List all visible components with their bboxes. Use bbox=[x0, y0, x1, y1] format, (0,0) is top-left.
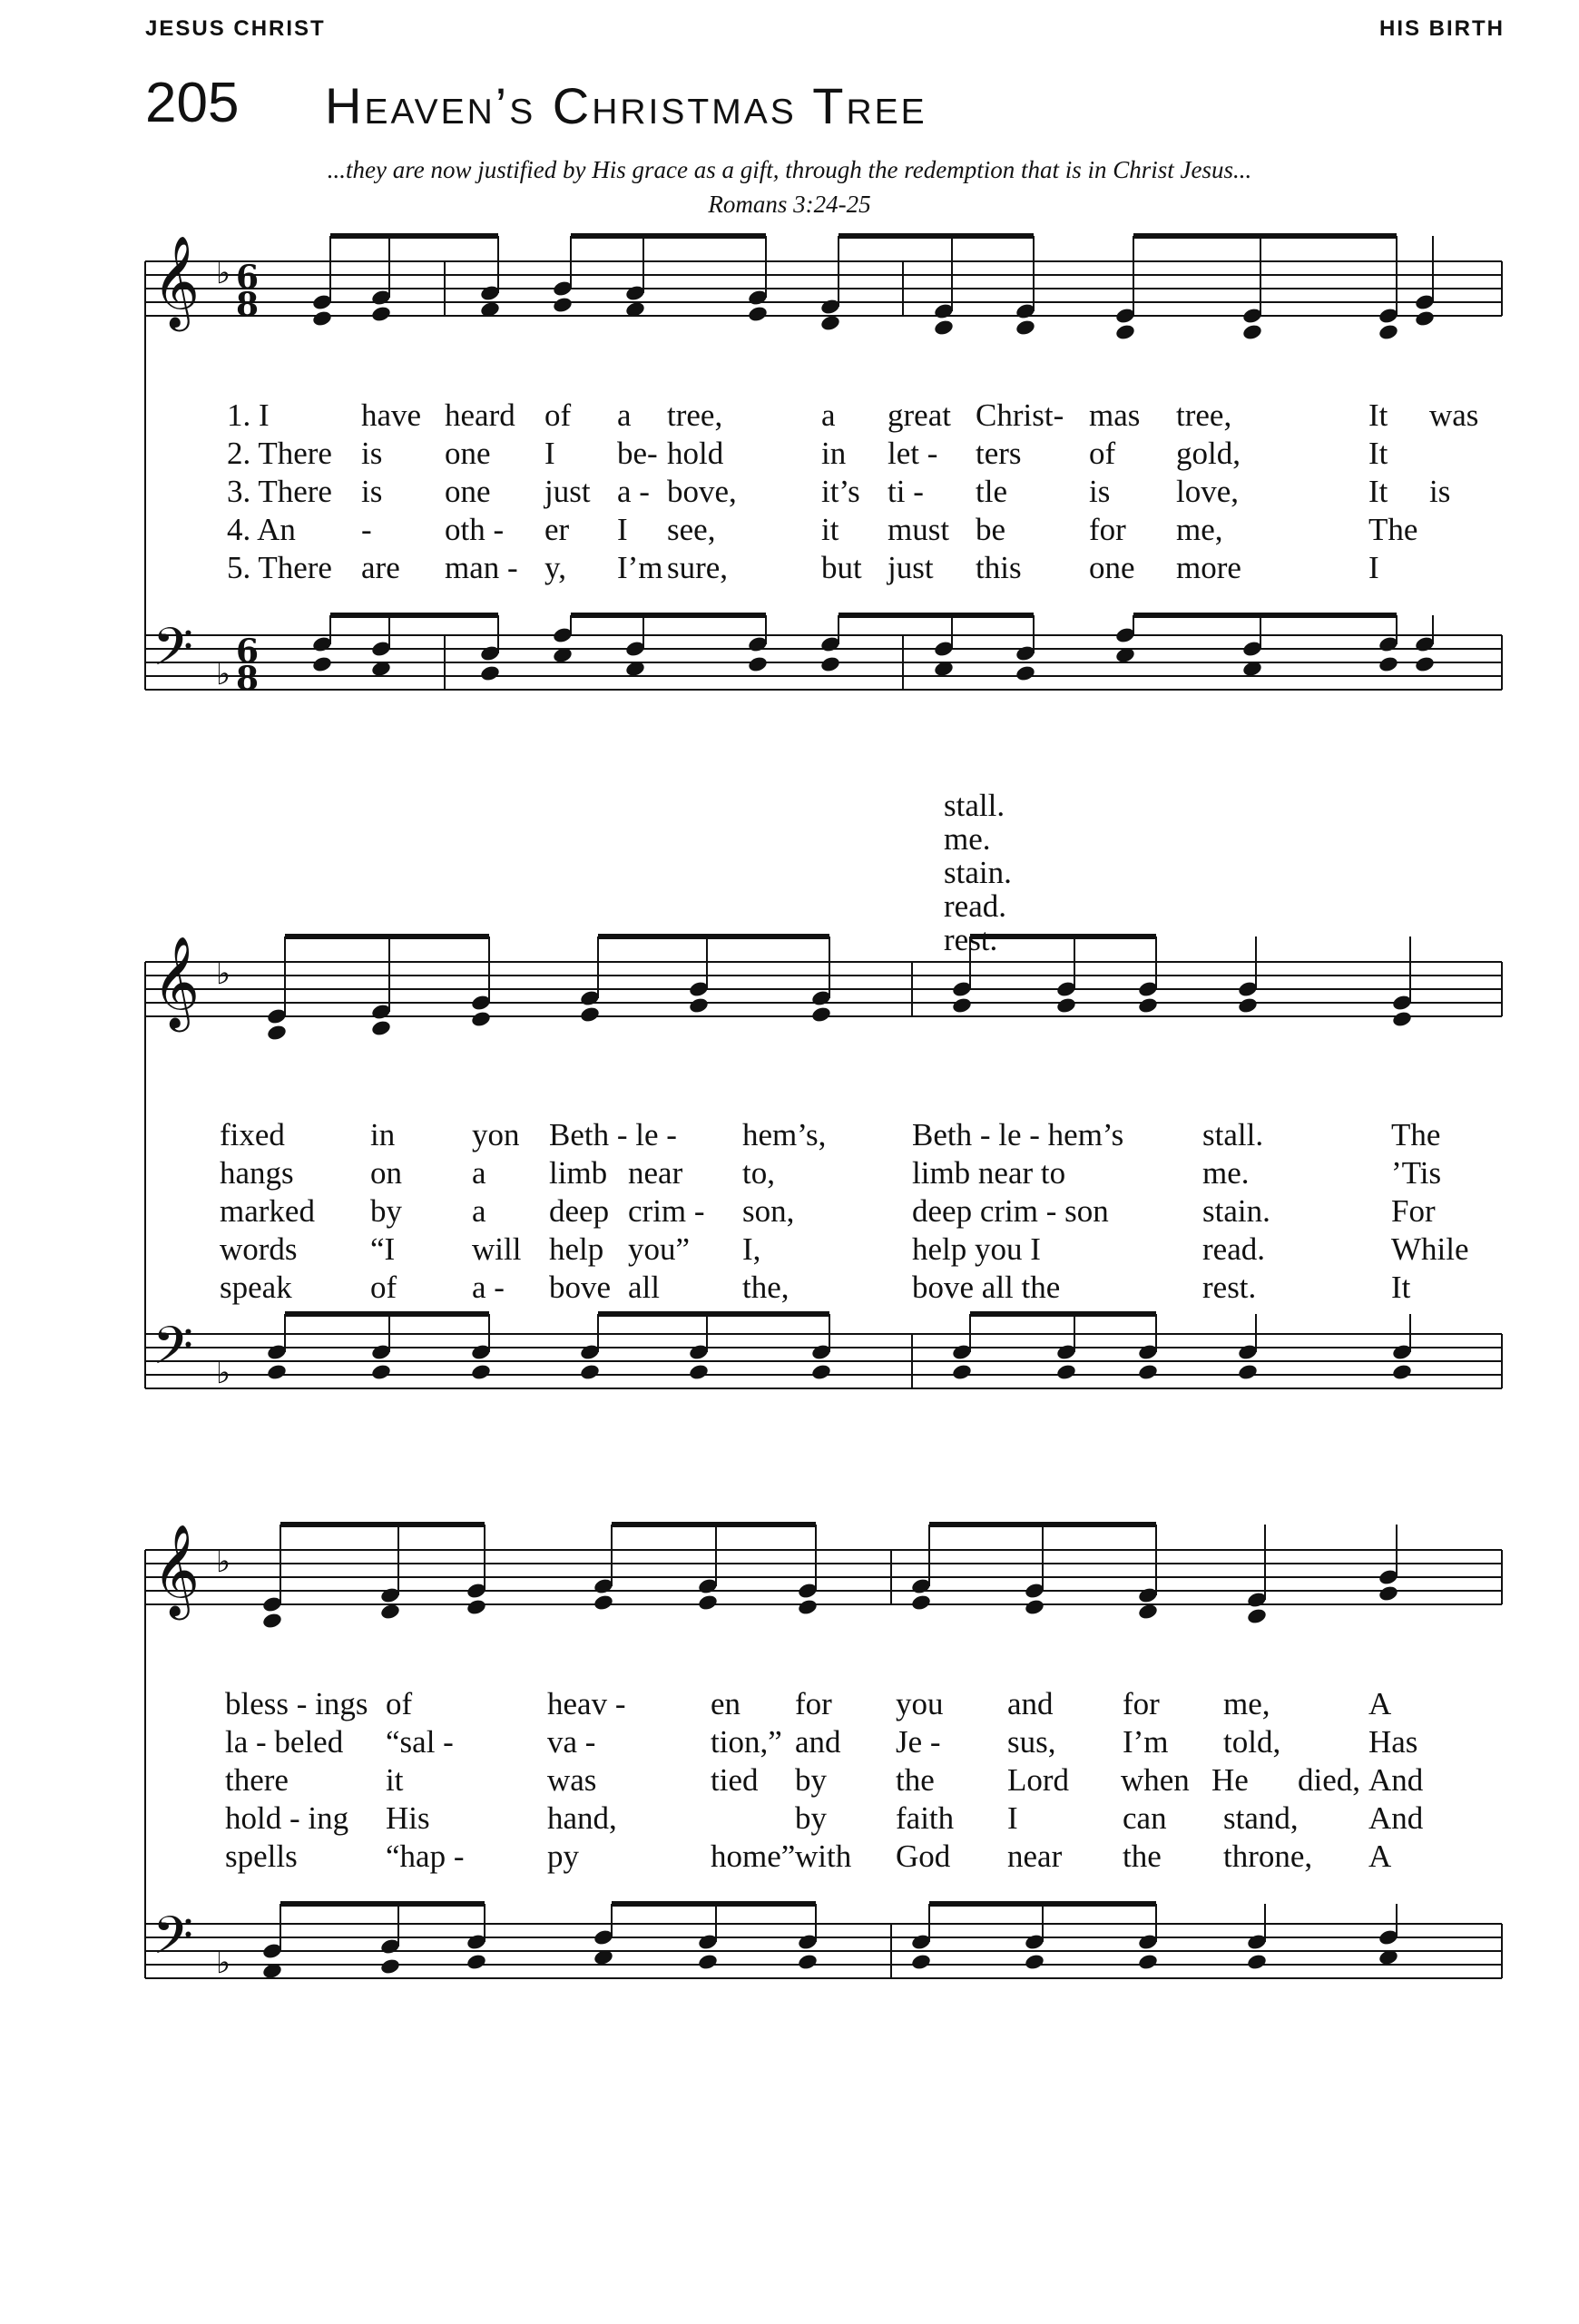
lyric-syllable: just bbox=[544, 474, 591, 509]
notehead bbox=[311, 309, 333, 328]
lyric-syllable: I bbox=[544, 436, 555, 471]
lyric-syllable: And bbox=[1368, 1800, 1424, 1836]
lyric-syllable: me, bbox=[1176, 512, 1223, 547]
notehead bbox=[951, 1363, 973, 1381]
notehead bbox=[370, 1019, 392, 1037]
lyric-syllable: words bbox=[220, 1231, 298, 1267]
notehead bbox=[1114, 323, 1136, 341]
notehead bbox=[819, 314, 841, 332]
notehead bbox=[466, 1953, 487, 1971]
lyric-syllable: of bbox=[370, 1270, 397, 1305]
lyric-syllable: be- bbox=[617, 436, 658, 471]
notehead bbox=[1137, 1953, 1159, 1971]
lyric-syllable: - bbox=[361, 512, 372, 547]
scripture-reference: Romans 3:24-25 bbox=[708, 191, 871, 218]
lyric-syllable: are bbox=[361, 550, 400, 585]
lyric-syllable: of bbox=[386, 1686, 413, 1721]
notehead bbox=[810, 1005, 832, 1024]
notehead bbox=[370, 1363, 392, 1381]
lyric-syllable: a bbox=[821, 397, 836, 433]
lyric-syllable: 5. There bbox=[227, 550, 332, 585]
notehead bbox=[1237, 996, 1259, 1015]
notehead bbox=[697, 1593, 719, 1612]
notehead bbox=[579, 1363, 601, 1381]
lyric-syllable: but bbox=[821, 550, 862, 585]
notehead bbox=[470, 1363, 492, 1381]
lyric-syllable: ters bbox=[976, 436, 1022, 471]
lyric-syllable: this bbox=[976, 550, 1022, 585]
lyric-syllable: speak bbox=[220, 1270, 292, 1305]
lyric-syllable: in bbox=[821, 436, 847, 471]
notehead bbox=[266, 1024, 288, 1042]
scripture-quote: ...they are now justified by His grace as a gift, through the redemption that is in Christ Jesus... bbox=[327, 156, 1252, 183]
notehead bbox=[1378, 323, 1399, 341]
lyric-syllable: have bbox=[361, 397, 422, 433]
lyric-syllable: tree, bbox=[1176, 397, 1232, 433]
lyric-syllable: limb near to bbox=[912, 1155, 1066, 1191]
time-signature-bottom: 8 bbox=[236, 286, 260, 324]
treble-clef: 𝄞 bbox=[152, 935, 201, 1028]
notehead bbox=[797, 1953, 819, 1971]
notehead bbox=[593, 1593, 614, 1612]
lyric-syllable: home” bbox=[711, 1839, 796, 1874]
flat-key-signature: ♭ bbox=[216, 1355, 231, 1391]
lyric-syllable: son, bbox=[742, 1193, 795, 1229]
notehead bbox=[1137, 1603, 1159, 1621]
notehead bbox=[1137, 996, 1159, 1015]
lyric-syllable: can bbox=[1123, 1800, 1167, 1836]
lyric-syllable: is bbox=[361, 474, 383, 509]
notehead bbox=[819, 655, 841, 673]
lyric-syllable: er bbox=[544, 512, 570, 547]
notehead bbox=[1414, 655, 1436, 673]
lyric-syllable: a bbox=[472, 1193, 486, 1229]
notehead bbox=[1055, 996, 1077, 1015]
notehead bbox=[910, 1593, 932, 1612]
lyric-syllable: It bbox=[1391, 1270, 1411, 1305]
lyric-line-end: stall. bbox=[944, 788, 1005, 823]
lyric-syllable: is bbox=[1429, 474, 1451, 509]
flat-key-signature: ♭ bbox=[216, 1544, 231, 1580]
lyric-syllable: crim - bbox=[628, 1193, 705, 1229]
lyric-syllable: Has bbox=[1368, 1724, 1418, 1760]
lyric-syllable: the bbox=[1123, 1839, 1162, 1874]
hymn-number: 205 bbox=[145, 72, 240, 134]
lyric-syllable: God bbox=[896, 1839, 951, 1874]
lyric-syllable: stain. bbox=[1202, 1193, 1270, 1229]
lyric-syllable: py bbox=[547, 1839, 579, 1874]
lyric-syllable: A bbox=[1368, 1839, 1392, 1874]
lyric-syllable: throne, bbox=[1223, 1839, 1313, 1874]
lyric-syllable: near bbox=[628, 1155, 683, 1191]
time-signature-top: 6 bbox=[236, 632, 260, 671]
notehead bbox=[1055, 1363, 1077, 1381]
lyric-syllable: the bbox=[896, 1762, 935, 1798]
lyric-syllable: of bbox=[544, 397, 572, 433]
lyric-syllable: “hap - bbox=[386, 1839, 465, 1874]
lyric-syllable: with bbox=[795, 1839, 852, 1874]
notehead bbox=[266, 1363, 288, 1381]
time-signature-bottom: 8 bbox=[236, 660, 260, 698]
lyric-syllable: 2. There bbox=[227, 436, 332, 471]
lyric-syllable: help you I bbox=[912, 1231, 1041, 1267]
lyric-syllable: to, bbox=[742, 1155, 775, 1191]
lyric-syllable: love, bbox=[1176, 474, 1240, 509]
lyric-syllable: for bbox=[1089, 512, 1126, 547]
lyric-syllable: and bbox=[795, 1724, 841, 1760]
lyric-syllable: ti - bbox=[888, 474, 924, 509]
hymn-title: Heaven’s Christmas Tree bbox=[325, 77, 927, 134]
lyric-syllable: For bbox=[1391, 1193, 1436, 1229]
lyric-syllable: is bbox=[1089, 474, 1111, 509]
lyric-syllable: you” bbox=[628, 1231, 691, 1267]
notehead bbox=[688, 996, 710, 1015]
treble-clef: 𝄞 bbox=[152, 1523, 201, 1616]
lyric-syllable: great bbox=[888, 397, 951, 433]
notehead bbox=[1391, 1010, 1413, 1028]
lyric-syllable: 3. There bbox=[227, 474, 332, 509]
lyric-syllable: la - beled bbox=[225, 1724, 344, 1760]
notehead bbox=[1137, 1363, 1159, 1381]
notehead bbox=[579, 1005, 601, 1024]
lyric-syllable: It bbox=[1368, 397, 1388, 433]
lyric-syllable: The bbox=[1368, 512, 1418, 547]
lyric-syllable: a - bbox=[472, 1270, 505, 1305]
lyric-syllable: I’m bbox=[617, 550, 663, 585]
lyric-syllable: Christ- bbox=[976, 397, 1064, 433]
lyric-syllable: man - bbox=[445, 550, 518, 585]
lyric-syllable: bove all the bbox=[912, 1270, 1061, 1305]
lyric-syllable: was bbox=[1429, 397, 1479, 433]
lyric-syllable: Lord bbox=[1007, 1762, 1070, 1798]
notehead bbox=[1015, 664, 1036, 682]
lyric-syllable: stall. bbox=[1202, 1117, 1264, 1152]
notehead bbox=[1246, 1953, 1268, 1971]
notehead bbox=[797, 1598, 819, 1616]
lyric-syllable: A bbox=[1368, 1686, 1392, 1721]
lyric-syllable: rest. bbox=[1202, 1270, 1257, 1305]
notehead bbox=[1246, 1607, 1268, 1625]
lyric-syllable: heard bbox=[445, 397, 515, 433]
notehead bbox=[1391, 1363, 1413, 1381]
lyric-syllable: I bbox=[1368, 550, 1379, 585]
lyric-syllable: tion,” bbox=[711, 1724, 782, 1760]
notehead bbox=[1237, 1363, 1259, 1381]
lyric-syllable: deep crim - son bbox=[912, 1193, 1109, 1229]
lyric-syllable: one bbox=[445, 474, 491, 509]
lyric-syllable: it bbox=[821, 512, 839, 547]
lyric-syllable: gold, bbox=[1176, 436, 1241, 471]
lyric-syllable: the, bbox=[742, 1270, 790, 1305]
lyric-line-end: read. bbox=[944, 888, 1006, 924]
lyric-syllable: tied bbox=[711, 1762, 759, 1798]
bass-clef: 𝄢 bbox=[152, 1315, 194, 1389]
lyric-syllable: sure, bbox=[667, 550, 729, 585]
lyric-syllable: bove bbox=[549, 1270, 612, 1305]
notehead bbox=[951, 996, 973, 1015]
lyric-syllable: The bbox=[1391, 1117, 1441, 1152]
lyric-syllable: a - bbox=[617, 474, 650, 509]
notehead bbox=[1414, 309, 1436, 328]
lyric-syllable: in bbox=[370, 1117, 396, 1152]
lyric-syllable: limb bbox=[549, 1155, 608, 1191]
lyric-syllable: let - bbox=[888, 436, 938, 471]
lyric-syllable: just bbox=[888, 550, 934, 585]
notehead bbox=[261, 1612, 283, 1630]
lyric-syllable: mas bbox=[1089, 397, 1141, 433]
lyric-syllable: by bbox=[795, 1762, 827, 1798]
notehead bbox=[379, 1957, 401, 1976]
notehead bbox=[1378, 1584, 1399, 1603]
notehead bbox=[311, 655, 333, 673]
notehead bbox=[1024, 1953, 1045, 1971]
lyric-syllable: deep bbox=[549, 1193, 610, 1229]
lyric-syllable: for bbox=[795, 1686, 832, 1721]
notehead bbox=[1024, 1598, 1045, 1616]
lyric-syllable: told, bbox=[1223, 1724, 1281, 1760]
notehead bbox=[370, 305, 392, 323]
lyric-syllable: read. bbox=[1202, 1231, 1265, 1267]
lyric-syllable: y, bbox=[544, 550, 566, 585]
lyric-syllable: spells bbox=[225, 1839, 298, 1874]
lyric-syllable: Beth - le - bbox=[549, 1117, 677, 1152]
lyric-syllable: will bbox=[472, 1231, 522, 1267]
lyric-syllable: of bbox=[1089, 436, 1116, 471]
lyric-syllable: I’m bbox=[1123, 1724, 1169, 1760]
lyric-syllable: faith bbox=[896, 1800, 955, 1836]
lyric-syllable: Beth - le - hem’s bbox=[912, 1117, 1124, 1152]
category-label: JESUS CHRIST bbox=[145, 16, 326, 41]
lyric-syllable: you bbox=[896, 1686, 944, 1721]
lyric-line-end: stain. bbox=[944, 855, 1012, 890]
flat-key-signature: ♭ bbox=[216, 656, 231, 692]
lyric-syllable: He bbox=[1211, 1762, 1249, 1798]
lyric-syllable: and bbox=[1007, 1686, 1054, 1721]
lyric-syllable: be bbox=[976, 512, 1006, 547]
lyric-syllable: hold - ing bbox=[225, 1800, 349, 1836]
lyric-line-end: rest. bbox=[944, 922, 998, 957]
lyric-syllable: me. bbox=[1202, 1155, 1250, 1191]
lyric-syllable: was bbox=[547, 1762, 597, 1798]
lyric-syllable: when bbox=[1121, 1762, 1190, 1798]
notehead bbox=[470, 1010, 492, 1028]
notehead bbox=[1241, 323, 1263, 341]
lyric-syllable: help bbox=[549, 1231, 604, 1267]
lyric-syllable: His bbox=[386, 1800, 430, 1836]
notehead bbox=[747, 305, 769, 323]
lyric-syllable: en bbox=[711, 1686, 741, 1721]
lyric-syllable: It bbox=[1368, 474, 1388, 509]
notehead bbox=[379, 1603, 401, 1621]
lyric-syllable: marked bbox=[220, 1193, 315, 1229]
lyric-syllable: heav - bbox=[547, 1686, 626, 1721]
lyric-syllable: sus, bbox=[1007, 1724, 1056, 1760]
lyric-syllable: tle bbox=[976, 474, 1007, 509]
lyric-syllable: there bbox=[225, 1762, 289, 1798]
lyric-syllable: Je - bbox=[896, 1724, 941, 1760]
bass-clef: 𝄢 bbox=[152, 616, 194, 691]
notehead bbox=[1378, 655, 1399, 673]
lyric-syllable: one bbox=[1089, 550, 1135, 585]
subcategory-label: HIS BIRTH bbox=[1379, 16, 1505, 41]
lyric-syllable: a bbox=[617, 397, 632, 433]
lyric-syllable: one bbox=[445, 436, 491, 471]
lyric-syllable: by bbox=[370, 1193, 402, 1229]
lyric-syllable: hem’s, bbox=[742, 1117, 827, 1152]
lyric-syllable: 1. I bbox=[227, 397, 270, 433]
bass-clef: 𝄢 bbox=[152, 1905, 194, 1979]
notehead bbox=[697, 1953, 719, 1971]
lyric-syllable: more bbox=[1176, 550, 1241, 585]
lyric-syllable: “sal - bbox=[386, 1724, 454, 1760]
lyric-syllable: must bbox=[888, 512, 950, 547]
flat-key-signature: ♭ bbox=[216, 255, 231, 291]
lyric-syllable: hand, bbox=[547, 1800, 617, 1836]
lyric-syllable: 4. An bbox=[227, 512, 296, 547]
lyric-syllable: near bbox=[1007, 1839, 1063, 1874]
notehead bbox=[479, 664, 501, 682]
lyric-syllable: ’Tis bbox=[1391, 1155, 1442, 1191]
lyric-line-end: me. bbox=[944, 821, 991, 857]
lyric-syllable: it bbox=[386, 1762, 404, 1798]
lyric-syllable: And bbox=[1368, 1762, 1424, 1798]
lyric-syllable: me, bbox=[1223, 1686, 1270, 1721]
lyric-syllable: It bbox=[1368, 436, 1388, 471]
lyric-syllable: bove, bbox=[667, 474, 737, 509]
lyric-syllable: died, bbox=[1298, 1762, 1361, 1798]
notehead bbox=[910, 1953, 932, 1971]
lyric-syllable: by bbox=[795, 1800, 827, 1836]
time-signature-top: 6 bbox=[236, 259, 260, 297]
lyric-syllable: hangs bbox=[220, 1155, 294, 1191]
lyric-syllable: is bbox=[361, 436, 383, 471]
notehead bbox=[466, 1598, 487, 1616]
lyric-syllable: a bbox=[472, 1155, 486, 1191]
lyric-syllable: all bbox=[628, 1270, 660, 1305]
lyric-syllable: I, bbox=[742, 1231, 761, 1267]
lyric-syllable: “I bbox=[370, 1231, 396, 1267]
lyric-syllable: oth - bbox=[445, 512, 505, 547]
notehead bbox=[810, 1363, 832, 1381]
lyric-syllable: hold bbox=[667, 436, 724, 471]
notehead bbox=[1015, 319, 1036, 337]
lyric-syllable: stand, bbox=[1223, 1800, 1299, 1836]
lyric-syllable: I bbox=[617, 512, 628, 547]
lyric-syllable: I bbox=[1007, 1800, 1018, 1836]
lyric-syllable: on bbox=[370, 1155, 402, 1191]
lyric-syllable: for bbox=[1123, 1686, 1160, 1721]
lyric-syllable: it’s bbox=[821, 474, 860, 509]
notehead bbox=[688, 1363, 710, 1381]
treble-clef: 𝄞 bbox=[152, 234, 201, 328]
lyric-syllable: While bbox=[1391, 1231, 1469, 1267]
lyric-syllable: fixed bbox=[220, 1117, 285, 1152]
lyric-syllable: tree, bbox=[667, 397, 723, 433]
flat-key-signature: ♭ bbox=[216, 956, 231, 992]
notehead bbox=[933, 319, 955, 337]
lyric-syllable: yon bbox=[472, 1117, 520, 1152]
lyric-syllable: bless - ings bbox=[225, 1686, 368, 1721]
lyric-syllable: see, bbox=[667, 512, 716, 547]
lyric-syllable: va - bbox=[547, 1724, 596, 1760]
flat-key-signature: ♭ bbox=[216, 1945, 231, 1981]
notehead bbox=[552, 296, 574, 314]
notehead bbox=[747, 655, 769, 673]
